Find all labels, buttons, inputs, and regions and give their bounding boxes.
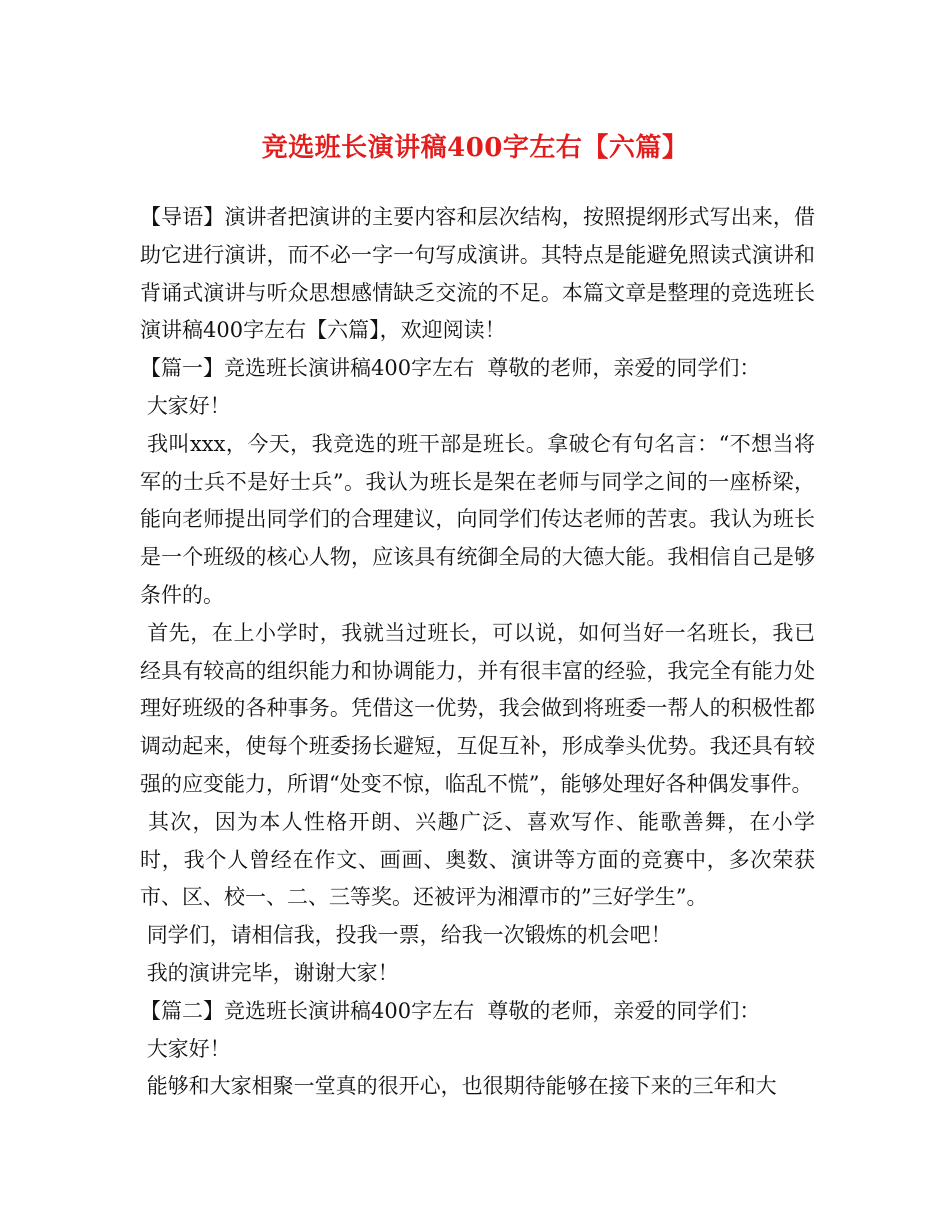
paragraph: 我的演讲完毕，谢谢大家！ — [140, 960, 399, 985]
paragraph-greeting: 大家好！ — [140, 1036, 231, 1061]
document-body — [140, 199, 815, 1106]
paragraph: 能够和大家相聚一堂真的很开心，也很期待能够在接下来的三年和大 — [140, 1074, 777, 1099]
paragraph-intro: 【导语】演讲者把演讲的主要内容和层次结构，按照提纲形式写出来，借助它进行演讲，而不必一字一句写成演讲。其特点是能避免照读式演讲和背诵式演讲与听众思想感情缺乏交流的不足。本篇文章是整理的竞选班长演讲稿400字左右【六篇】，欢迎阅读！ — [140, 205, 815, 343]
paragraph-greeting: 大家好！ — [140, 393, 231, 418]
paragraph: 我叫xxx，今天，我竞选的班干部是班长。拿破仑有句名言：“不想当将军的士兵不是好士兵”。我认为班长是架在老师与同学之间的一座桥梁，能向老师提出同学们的合理建议，向同学们传达老师的苦衷。我认为班长是一个班级的核心人物，应该具有统御全局的大德大能。我相信自己是够条件的。 — [140, 431, 815, 607]
paragraph-section-1-heading: 【篇一】竞选班长演讲稿400字左右 尊敬的老师，亲爱的同学们： — [140, 356, 761, 381]
paragraph: 其次，因为本人性格开朗、兴趣广泛、喜欢写作、能歌善舞，在小学时，我个人曾经在作文、画画、奥数、演讲等方面的竞赛中，多次荣获市、区、校一、二、三等奖。还被评为湘潭市的”三好学生”。 — [140, 809, 815, 910]
paragraph-section-2-heading: 【篇二】竞选班长演讲稿400字左右 尊敬的老师，亲爱的同学们： — [140, 998, 761, 1023]
paragraph: 首先，在上小学时，我就当过班长，可以说，如何当好一名班长，我已经具有较高的组织能力和协调能力，并有很丰富的经验，我完全有能力处理好班级的各种事务。凭借这一优势，我会做到将班委一帮人的积极性都调动起来，使每个班委扬长避短，互促互补，形成拳头优势。我还具有较强的应变能力，所谓“处变不惊，临乱不慌”，能够处理好各种偶发事件。 — [140, 620, 815, 796]
document-title: 竞选班长演讲稿400字左右【六篇】 — [261, 133, 689, 163]
paragraph: 同学们，请相信我，投我一票，给我一次锻炼的机会吧！ — [140, 923, 672, 948]
